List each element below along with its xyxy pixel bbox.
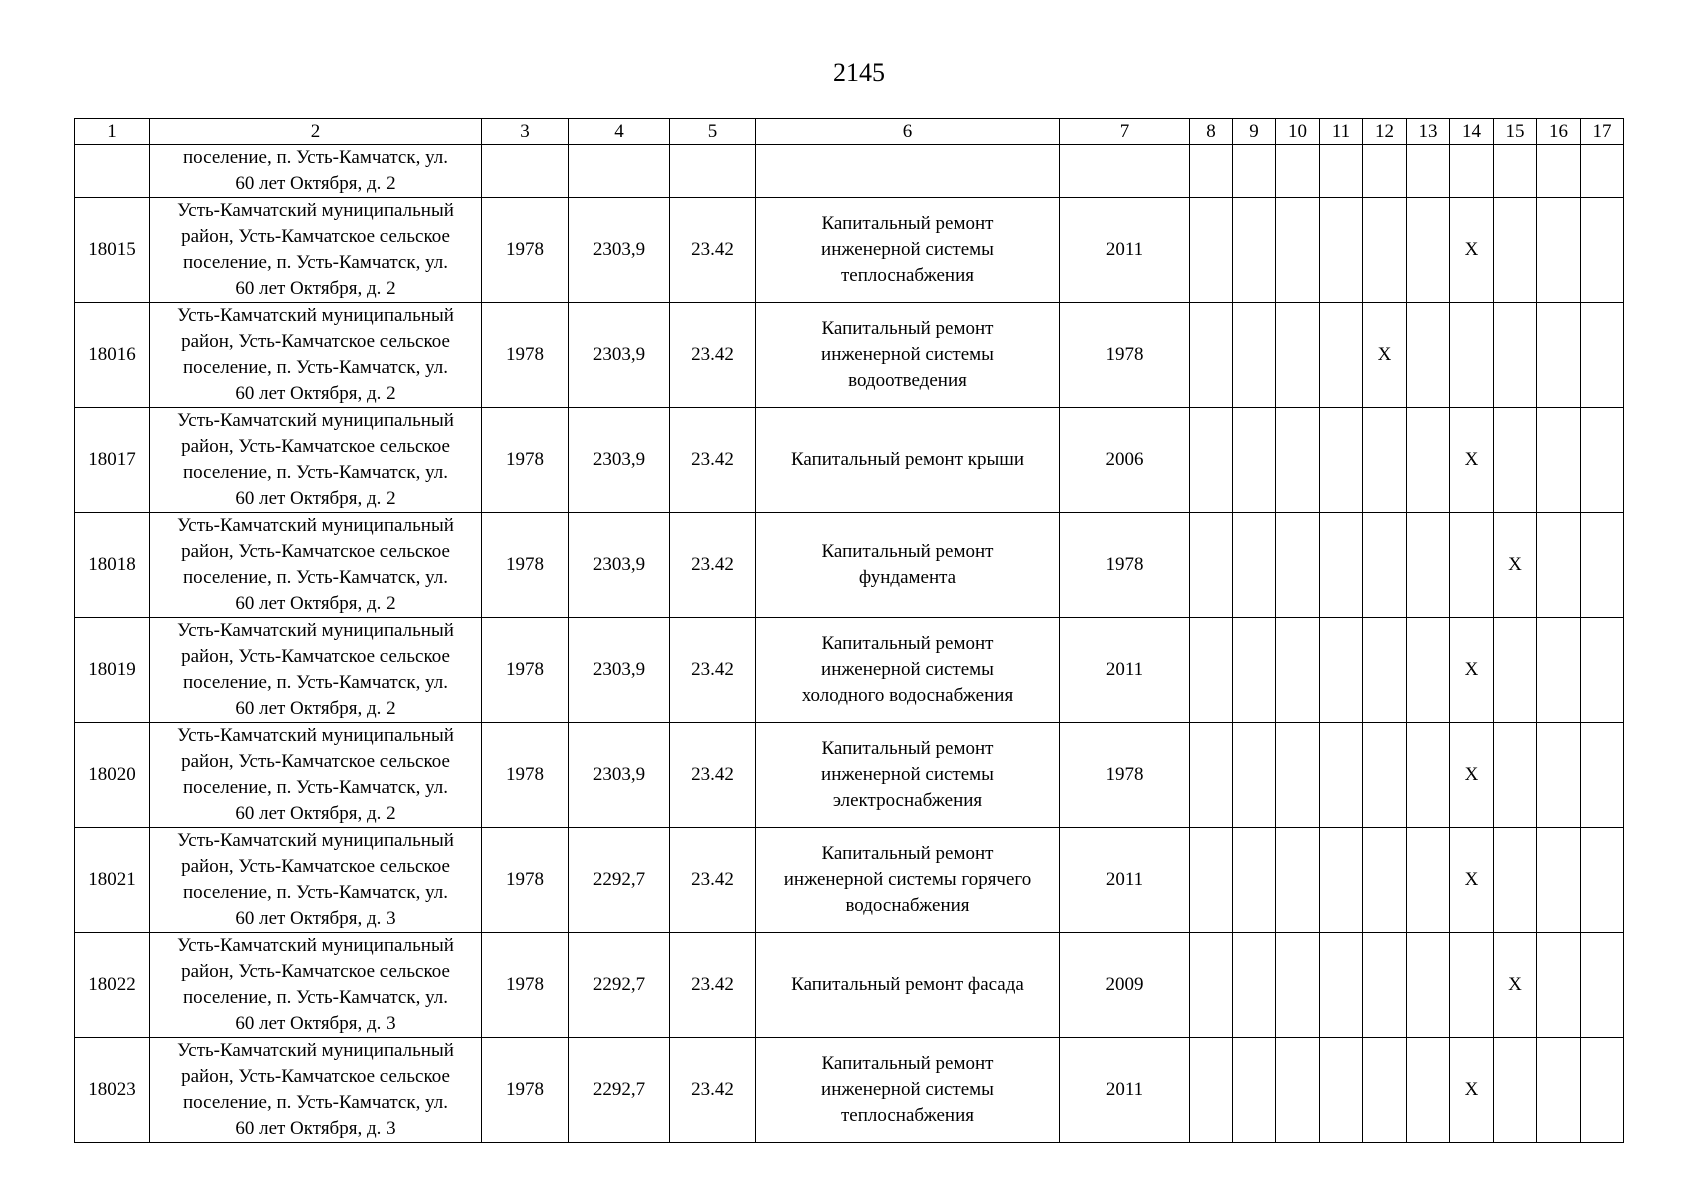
cell-rate: 23.42: [670, 723, 756, 828]
cell-mark: [1363, 145, 1407, 198]
cell-mark-col-13: [1407, 618, 1450, 723]
cell-mark-col-16: [1537, 1038, 1581, 1143]
cell-mark-col-10: [1276, 303, 1320, 408]
cell-area: 2303,9: [569, 723, 670, 828]
cell-year: 1978: [482, 933, 569, 1038]
cell-mark-col-9: [1233, 198, 1276, 303]
column-header-15: 15: [1494, 119, 1537, 145]
cell-last-repair: 2011: [1060, 1038, 1190, 1143]
cell-mark-col-14: X: [1450, 723, 1494, 828]
cell-id: 18017: [75, 408, 150, 513]
cell-mark-col-8: [1190, 198, 1233, 303]
cell-id: 18016: [75, 303, 150, 408]
cell-mark-col-12: [1363, 1038, 1407, 1143]
cell-mark-col-17: [1581, 828, 1624, 933]
cell-work: Капитальный ремонт инженерной системы теплоснабжения: [756, 198, 1060, 303]
cell-rate: 23.42: [670, 618, 756, 723]
cell-mark-col-10: [1276, 408, 1320, 513]
cell-mark-col-12: [1363, 408, 1407, 513]
cell-mark-col-14: [1450, 933, 1494, 1038]
cell-year: 1978: [482, 723, 569, 828]
cell-mark-col-10: [1276, 198, 1320, 303]
cell-mark-col-15: X: [1494, 513, 1537, 618]
cell-address: Усть-Камчатский муниципальный район, Усть-Камчатское сельское поселение, п. Усть-Камчатск, ул. 60 лет Октября, д. 2: [150, 723, 482, 828]
cell-mark-col-14: X: [1450, 198, 1494, 303]
cell-mark: [1494, 145, 1537, 198]
cell-mark-col-14: X: [1450, 408, 1494, 513]
cell-mark-col-15: [1494, 618, 1537, 723]
column-header-9: 9: [1233, 119, 1276, 145]
cell-work: Капитальный ремонт инженерной системы холодного водоснабжения: [756, 618, 1060, 723]
cell-mark-col-17: [1581, 513, 1624, 618]
column-header-2: 2: [150, 119, 482, 145]
cell-work: Капитальный ремонт инженерной системы теплоснабжения: [756, 1038, 1060, 1143]
cell-mark-col-12: X: [1363, 303, 1407, 408]
cell-work: Капитальный ремонт фундамента: [756, 513, 1060, 618]
cell-rate: 23.42: [670, 828, 756, 933]
cell-mark-col-8: [1190, 723, 1233, 828]
cell-address: Усть-Камчатский муниципальный район, Усть-Камчатское сельское поселение, п. Усть-Камчатск, ул. 60 лет Октября, д. 3: [150, 1038, 482, 1143]
cell-address: Усть-Камчатский муниципальный район, Усть-Камчатское сельское поселение, п. Усть-Камчатск, ул. 60 лет Октября, д. 2: [150, 618, 482, 723]
column-header-14: 14: [1450, 119, 1494, 145]
cell-mark-col-16: [1537, 408, 1581, 513]
cell-mark-col-12: [1363, 198, 1407, 303]
table-row: [75, 198, 1624, 303]
cell-mark-col-11: [1320, 303, 1363, 408]
cell-area: 2303,9: [569, 618, 670, 723]
cell-last-repair: 2011: [1060, 198, 1190, 303]
cell-mark-col-14: X: [1450, 1038, 1494, 1143]
cell-mark-col-14: [1450, 513, 1494, 618]
cell-mark: [1450, 145, 1494, 198]
cell-mark-col-13: [1407, 723, 1450, 828]
cell-mark-col-11: [1320, 198, 1363, 303]
cell-year: 1978: [482, 303, 569, 408]
cell-mark-col-9: [1233, 723, 1276, 828]
cell-mark: [1407, 145, 1450, 198]
cell-rate: 23.42: [670, 303, 756, 408]
table-row: [75, 408, 1624, 513]
cell-mark-col-17: [1581, 723, 1624, 828]
cell-area: 2303,9: [569, 198, 670, 303]
cell-mark-col-17: [1581, 618, 1624, 723]
cell-work: Капитальный ремонт фасада: [756, 933, 1060, 1038]
cell-mark-col-10: [1276, 513, 1320, 618]
cell-mark-col-9: [1233, 513, 1276, 618]
column-header-17: 17: [1581, 119, 1624, 145]
cell-address: Усть-Камчатский муниципальный район, Усть-Камчатское сельское поселение, п. Усть-Камчатск, ул. 60 лет Октября, д. 3: [150, 933, 482, 1038]
cell-mark-col-9: [1233, 828, 1276, 933]
cell-mark-col-11: [1320, 933, 1363, 1038]
cell-mark-col-15: [1494, 408, 1537, 513]
cell-id: 18021: [75, 828, 150, 933]
cell-mark: [1233, 145, 1276, 198]
column-header-16: 16: [1537, 119, 1581, 145]
cell-mark-col-9: [1233, 303, 1276, 408]
cell-mark-col-13: [1407, 303, 1450, 408]
cell-address: Усть-Камчатский муниципальный район, Усть-Камчатское сельское поселение, п. Усть-Камчатск, ул. 60 лет Октября, д. 3: [150, 828, 482, 933]
cell-mark-col-12: [1363, 618, 1407, 723]
cell-mark-col-10: [1276, 1038, 1320, 1143]
cell-mark-col-10: [1276, 828, 1320, 933]
cell-mark-col-11: [1320, 1038, 1363, 1143]
cell-work: Капитальный ремонт инженерной системы электроснабжения: [756, 723, 1060, 828]
cell-work: Капитальный ремонт инженерной системы водоотведения: [756, 303, 1060, 408]
cell-mark-col-13: [1407, 933, 1450, 1038]
cell-last-repair: 1978: [1060, 303, 1190, 408]
cell-mark: [1190, 145, 1233, 198]
cell-area: [569, 145, 670, 198]
cell-last-repair: [1060, 145, 1190, 198]
cell-mark-col-16: [1537, 723, 1581, 828]
cell-mark-col-16: [1537, 513, 1581, 618]
cell-mark-col-15: [1494, 828, 1537, 933]
cell-mark-col-11: [1320, 828, 1363, 933]
cell-mark-col-13: [1407, 198, 1450, 303]
cell-year: 1978: [482, 408, 569, 513]
cell-year: 1978: [482, 618, 569, 723]
cell-mark-col-17: [1581, 1038, 1624, 1143]
column-header-6: 6: [756, 119, 1060, 145]
cell-mark-col-10: [1276, 723, 1320, 828]
cell-mark-col-8: [1190, 618, 1233, 723]
cell-mark-col-17: [1581, 198, 1624, 303]
cell-mark-col-12: [1363, 513, 1407, 618]
cell-mark-col-8: [1190, 933, 1233, 1038]
cell-mark-col-10: [1276, 618, 1320, 723]
cell-mark-col-13: [1407, 828, 1450, 933]
cell-last-repair: 2011: [1060, 828, 1190, 933]
cell-id: 18019: [75, 618, 150, 723]
column-number-row: [75, 119, 1624, 145]
cell-mark-col-13: [1407, 408, 1450, 513]
cell-last-repair: 1978: [1060, 513, 1190, 618]
cell-mark-col-15: [1494, 1038, 1537, 1143]
cell-year: [482, 145, 569, 198]
cell-mark-col-11: [1320, 513, 1363, 618]
cell-last-repair: 2009: [1060, 933, 1190, 1038]
cell-mark-col-9: [1233, 618, 1276, 723]
column-header-8: 8: [1190, 119, 1233, 145]
cell-mark-col-15: [1494, 198, 1537, 303]
column-header-13: 13: [1407, 119, 1450, 145]
cell-area: 2303,9: [569, 303, 670, 408]
cell-rate: 23.42: [670, 933, 756, 1038]
cell-mark-col-16: [1537, 933, 1581, 1038]
cell-mark-col-11: [1320, 408, 1363, 513]
cell-work: Капитальный ремонт инженерной системы горячего водоснабжения: [756, 828, 1060, 933]
cell-rate: 23.42: [670, 198, 756, 303]
cell-address: Усть-Камчатский муниципальный район, Усть-Камчатское сельское поселение, п. Усть-Камчатск, ул. 60 лет Октября, д. 2: [150, 198, 482, 303]
cell-mark: [1320, 145, 1363, 198]
cell-id: [75, 145, 150, 198]
cell-work: Капитальный ремонт крыши: [756, 408, 1060, 513]
cell-mark-col-8: [1190, 408, 1233, 513]
cell-mark-col-14: X: [1450, 828, 1494, 933]
cell-year: 1978: [482, 828, 569, 933]
cell-area: 2292,7: [569, 1038, 670, 1143]
cell-id: 18023: [75, 1038, 150, 1143]
cell-mark: [1537, 145, 1581, 198]
column-header-12: 12: [1363, 119, 1407, 145]
page-number: 2145: [833, 58, 885, 87]
cell-address: Усть-Камчатский муниципальный район, Усть-Камчатское сельское поселение, п. Усть-Камчатск, ул. 60 лет Октября, д. 2: [150, 408, 482, 513]
column-header-5: 5: [670, 119, 756, 145]
cell-mark-col-13: [1407, 513, 1450, 618]
cell-area: 2303,9: [569, 408, 670, 513]
cell-rate: 23.42: [670, 1038, 756, 1143]
cell-work: [756, 145, 1060, 198]
cell-mark-col-8: [1190, 513, 1233, 618]
table-row: [75, 1038, 1624, 1143]
cell-mark-col-16: [1537, 198, 1581, 303]
cell-area: 2292,7: [569, 828, 670, 933]
cell-mark-col-12: [1363, 723, 1407, 828]
cell-mark-col-8: [1190, 303, 1233, 408]
cell-mark-col-17: [1581, 408, 1624, 513]
cell-address: Усть-Камчатский муниципальный район, Усть-Камчатское сельское поселение, п. Усть-Камчатск, ул. 60 лет Октября, д. 2: [150, 303, 482, 408]
cell-mark-col-17: [1581, 933, 1624, 1038]
cell-mark-col-8: [1190, 828, 1233, 933]
cell-area: 2303,9: [569, 513, 670, 618]
cell-mark-col-11: [1320, 723, 1363, 828]
cell-mark-col-13: [1407, 1038, 1450, 1143]
cell-mark-col-16: [1537, 828, 1581, 933]
table-row: [75, 303, 1624, 408]
cell-rate: 23.42: [670, 513, 756, 618]
column-header-11: 11: [1320, 119, 1363, 145]
cell-mark-col-15: [1494, 723, 1537, 828]
table-row: [75, 933, 1624, 1038]
column-header-3: 3: [482, 119, 569, 145]
cell-id: 18015: [75, 198, 150, 303]
cell-mark-col-9: [1233, 1038, 1276, 1143]
cell-year: 1978: [482, 513, 569, 618]
cell-mark-col-16: [1537, 618, 1581, 723]
cell-year: 1978: [482, 198, 569, 303]
cell-address: поселение, п. Усть-Камчатск, ул. 60 лет Октября, д. 2: [150, 145, 482, 198]
column-header-4: 4: [569, 119, 670, 145]
table-row: [75, 723, 1624, 828]
cell-mark-col-14: X: [1450, 618, 1494, 723]
cell-year: 1978: [482, 1038, 569, 1143]
column-header-1: 1: [75, 119, 150, 145]
cell-last-repair: 2006: [1060, 408, 1190, 513]
column-header-10: 10: [1276, 119, 1320, 145]
cell-mark-col-9: [1233, 933, 1276, 1038]
table-row: [75, 828, 1624, 933]
cell-last-repair: 2011: [1060, 618, 1190, 723]
cell-rate: 23.42: [670, 408, 756, 513]
column-header-7: 7: [1060, 119, 1190, 145]
repair-register-table: [74, 118, 1624, 1143]
cell-area: 2292,7: [569, 933, 670, 1038]
cell-mark-col-14: [1450, 303, 1494, 408]
cell-mark: [1581, 145, 1624, 198]
table-row: [75, 618, 1624, 723]
cell-mark-col-9: [1233, 408, 1276, 513]
cell-mark-col-15: X: [1494, 933, 1537, 1038]
cell-mark-col-12: [1363, 933, 1407, 1038]
cell-mark-col-15: [1494, 303, 1537, 408]
continuation-row: [75, 145, 1624, 198]
cell-mark: [1276, 145, 1320, 198]
cell-mark-col-11: [1320, 618, 1363, 723]
cell-id: 18018: [75, 513, 150, 618]
cell-mark-col-16: [1537, 303, 1581, 408]
cell-address: Усть-Камчатский муниципальный район, Усть-Камчатское сельское поселение, п. Усть-Камчатск, ул. 60 лет Октября, д. 2: [150, 513, 482, 618]
cell-last-repair: 1978: [1060, 723, 1190, 828]
cell-id: 18022: [75, 933, 150, 1038]
table-row: [75, 513, 1624, 618]
cell-rate: [670, 145, 756, 198]
cell-mark-col-10: [1276, 933, 1320, 1038]
cell-id: 18020: [75, 723, 150, 828]
cell-mark-col-17: [1581, 303, 1624, 408]
cell-mark-col-12: [1363, 828, 1407, 933]
cell-mark-col-8: [1190, 1038, 1233, 1143]
